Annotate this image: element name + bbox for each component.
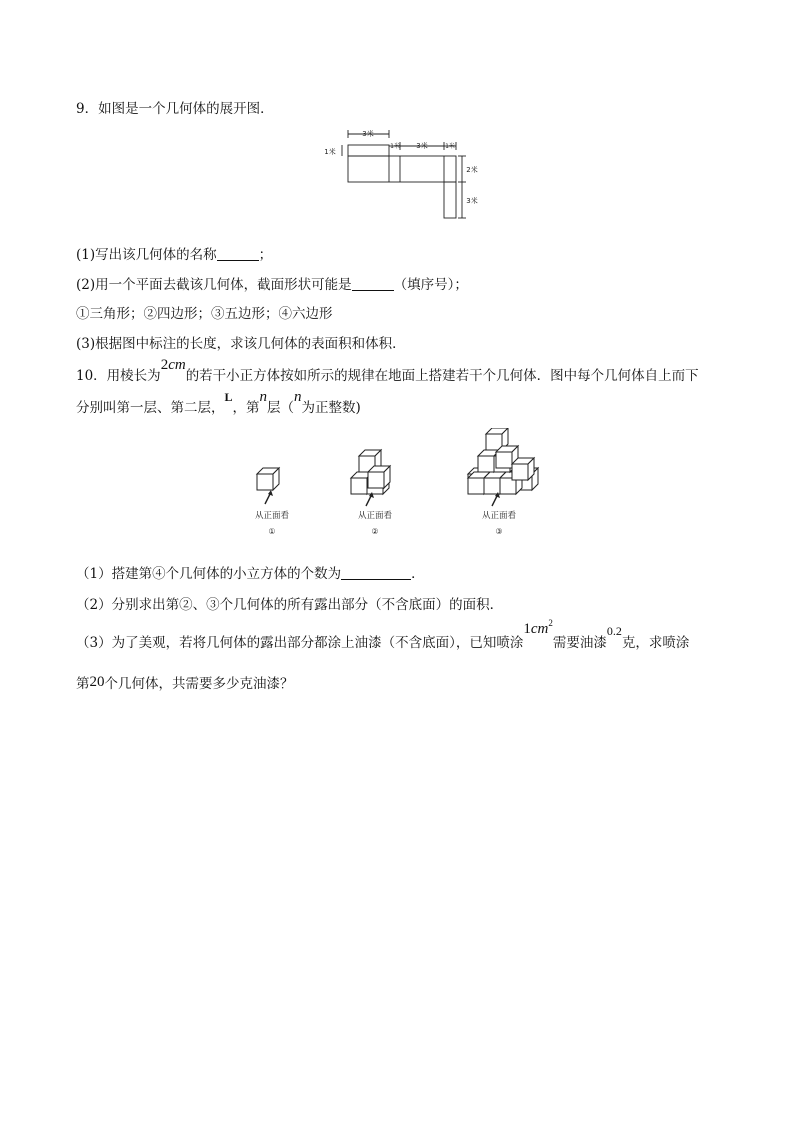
q9-net-figure bbox=[320, 124, 485, 220]
q10-caption-1: 从正面看 bbox=[254, 511, 290, 521]
q9-label-right-upper: 2米 bbox=[466, 166, 478, 174]
q9-part1-tail: ； bbox=[258, 247, 273, 263]
q10-edge-unit: cm bbox=[168, 357, 186, 373]
q9-label-left-height: 1米 bbox=[324, 148, 336, 156]
q9-part1 bbox=[76, 246, 272, 264]
q10-part2: （2）分别求出第②、③个几何体的所有露出部分（不含底面）的面积． bbox=[76, 597, 504, 613]
q10-intro bbox=[76, 357, 699, 385]
q10-intro-b: 的若干小正方体按如所示的规律在地面上搭建若干个几何体．图中每个几何体自上而下 bbox=[185, 368, 699, 384]
q10-caption-2: 从正面看 bbox=[357, 511, 393, 521]
q10-figure-number-2: ② bbox=[371, 527, 379, 536]
q10-part1-blank[interactable] bbox=[341, 565, 411, 580]
q10-area-exp: 2 bbox=[548, 618, 553, 628]
cube-structure-2 bbox=[351, 450, 390, 494]
q10-line2-c: 层（ bbox=[267, 400, 295, 416]
q10-figure-number-3: ③ bbox=[495, 527, 503, 536]
q9-label-right-small: 1米 bbox=[445, 143, 455, 150]
q9-part1-blank[interactable] bbox=[217, 246, 259, 261]
q10-line2 bbox=[76, 389, 361, 417]
q10-part3-a: （3）为了美观，若将几何体的露出部分都涂上油漆（不含底面），已知喷涂 bbox=[76, 635, 524, 651]
q9-part2 bbox=[76, 276, 468, 294]
q10-part3 bbox=[76, 618, 690, 653]
q9-label-right-lower: 3米 bbox=[466, 197, 478, 205]
q10-part3-line2-b: 个几何体，共需要多少克油漆？ bbox=[104, 676, 294, 692]
q10-part1-tail: ． bbox=[411, 566, 425, 582]
q10-figure-number-1: ① bbox=[268, 527, 276, 536]
q10-part3-c: 克，求喷涂 bbox=[621, 635, 690, 651]
q10-paint-amount: 0.2 bbox=[606, 624, 622, 638]
q10-area-num: 1 bbox=[523, 621, 531, 637]
q10-ellipsis: L bbox=[224, 390, 233, 404]
q10-line2-a: 分别叫第一层、第二层， bbox=[76, 400, 225, 416]
q9-label-top-width: 3米 bbox=[362, 130, 374, 138]
q10-part3-b: 需要油漆 bbox=[552, 635, 607, 651]
q9-label-middle-width: 3米 bbox=[416, 142, 428, 150]
q9-title: 9．如图是一个几何体的展开图． bbox=[76, 101, 274, 117]
q9-options: ①三角形；②四边形；③五边形；④六边形 bbox=[76, 306, 333, 322]
q9-part1-text: (1)写出该几何体的名称 bbox=[76, 247, 217, 263]
q10-part3-line2-a: 第 bbox=[76, 676, 90, 692]
q9-part2-blank[interactable] bbox=[352, 276, 394, 291]
q10-line2-d: 为正整数) bbox=[301, 400, 361, 416]
q10-edge-num: 2 bbox=[160, 357, 169, 373]
q10-n-var-2: n bbox=[294, 389, 302, 405]
q10-line2-b: ，第 bbox=[232, 400, 260, 416]
q10-area-unit: cm bbox=[530, 621, 549, 637]
q9-part2-text: (2)用一个平面去截该几何体，截面形状可能是 bbox=[76, 277, 352, 293]
q9-part3: (3)根据图中标注的长度，求该几何体的表面积和体积． bbox=[76, 336, 406, 352]
cube-structure-3 bbox=[468, 428, 538, 494]
q10-part1-text: （1）搭建第④个几何体的小立方体的个数为 bbox=[76, 566, 342, 582]
q10-part1 bbox=[76, 565, 425, 583]
q10-twenty: 20 bbox=[89, 674, 105, 690]
q10-intro-a: 10．用棱长为 bbox=[76, 368, 161, 384]
q10-caption-3: 从正面看 bbox=[481, 511, 517, 521]
q10-cubes-figure bbox=[240, 428, 560, 540]
q10-n-var: n bbox=[259, 389, 268, 405]
q9-label-middle-small: 1米 bbox=[390, 143, 400, 150]
q9-part2-tail: （填序号）； bbox=[393, 277, 468, 293]
cube-structure-1 bbox=[257, 468, 279, 490]
q10-part3-line2 bbox=[76, 675, 294, 693]
